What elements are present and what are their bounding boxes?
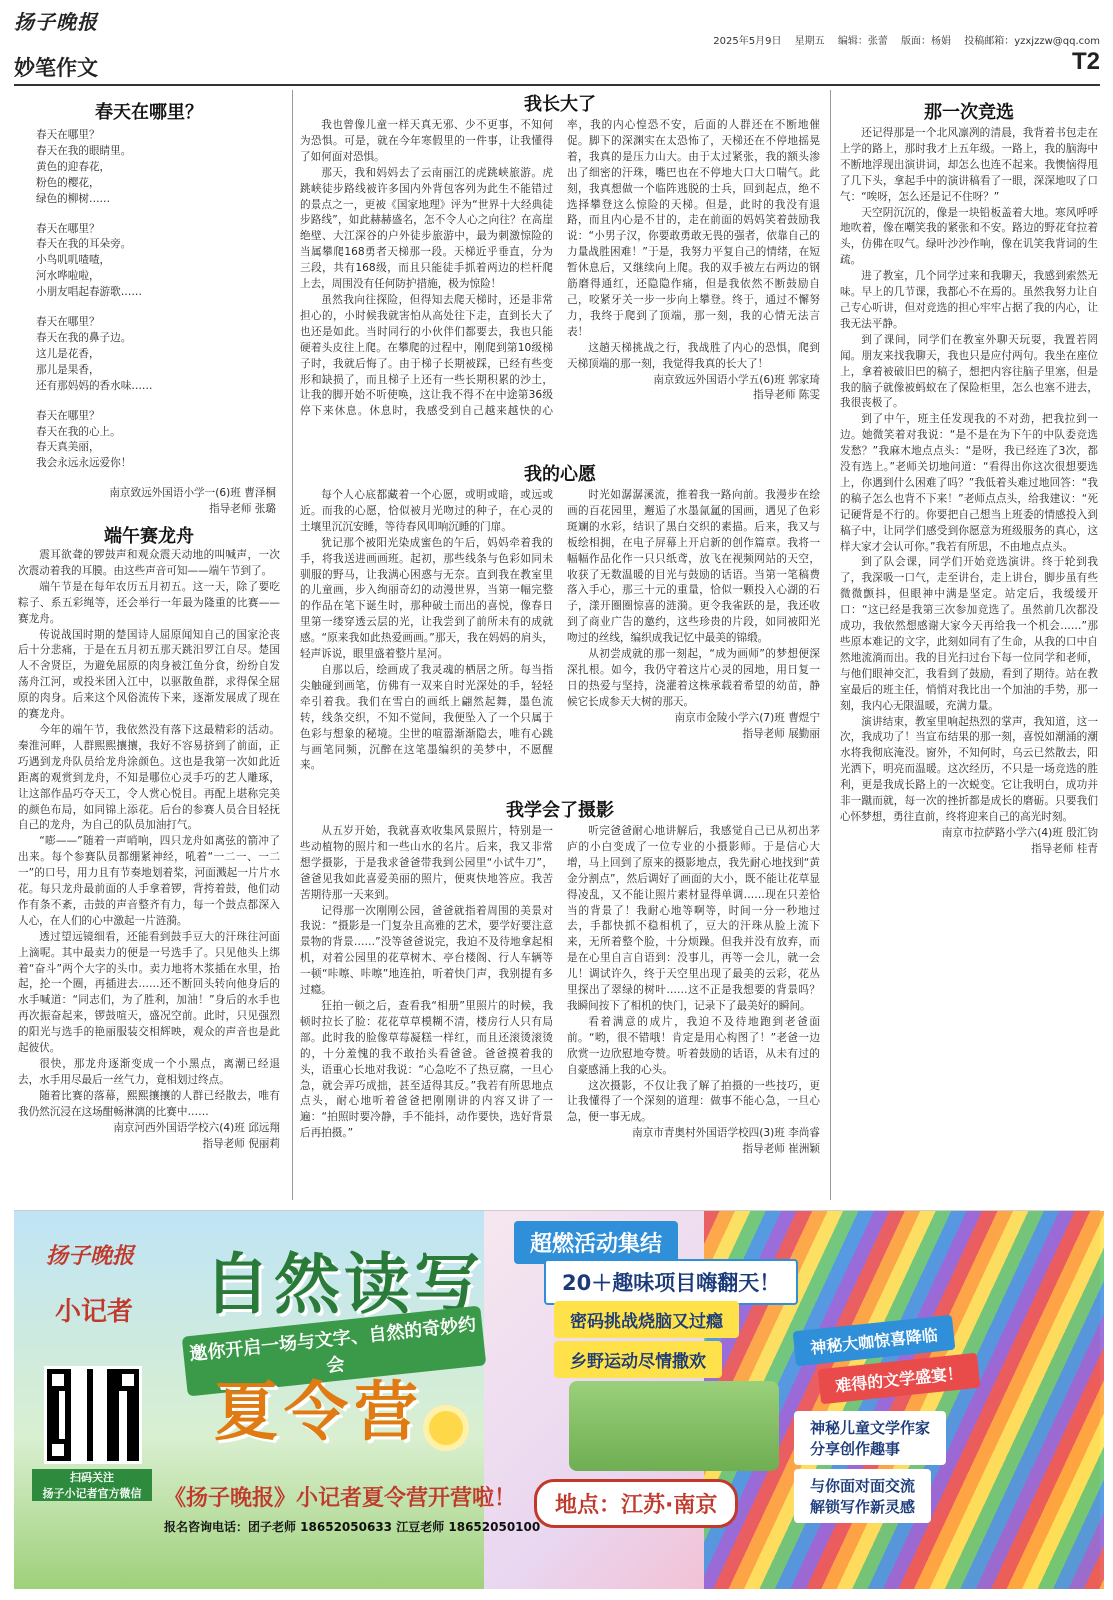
ad-banner: 超燃活动集结 [514,1221,678,1264]
paragraph: 这次摄影，不仅让我了解了拍摄的一些技巧，更让我懂得了一个深刻的道理：做事不能心急，一旦心急，便一事无成。 [567,1079,820,1124]
paragraph: 记得那一次刚刚公园，爸爸就指着周围的美景对我说：“摄影是一门复杂且高雅的艺术，要学好要注意景物的背景……”没等爸爸说完，我迫不及待地拿起相机，对着公园里的花草树木、亭台楼阁、行人车辆等一顿“咔嚓、咔嚓”地连拍，听着快门声，我别提有多过瘾。 [300,904,553,997]
paragraph: 传说战国时期的楚国诗人屈原闻知自己的国家沦丧后十分悲痛，于是在五月初五那天跳汨罗江自尽。楚国人不舍贤臣，为避免屈原的肉身被江鱼分食，纷纷自发荡舟江河，或投米团入江中，以驱散鱼群，求得保全屈原的肉身。后来这个风俗流传下来，逐渐发展成了现在的赛龙舟。 [18,628,280,721]
submission-email[interactable]: 投稿邮箱：yzxjzzw@qq.com [964,36,1100,47]
editor-credit: 编辑：张蕾 [837,36,888,47]
article-body [840,126,1098,826]
issue-date: 2025年5月9日 [713,36,782,47]
paragraph: 我也曾像儿童一样天真无邪、少不更事，不知何为恐惧。可是，就在今年寒假里的一件事，让我懂得了如何面对恐惧。 [300,119,553,163]
article-teacher: 指导老师 张璐 [209,503,276,516]
poem-line: 春天在哪里？ [36,409,100,422]
article-body [300,824,820,1158]
qr-caption: 扫码关注 [32,1469,152,1485]
poem-line: 春天在哪里？ [36,316,100,329]
article-author: 南京致远外国语小学一(6)班 曹泽桐 [109,487,276,500]
qr-finder [47,1439,69,1461]
article-teacher: 指导老师 桂青 [1031,842,1098,855]
ad-ribbon: 邀你开启一场与文字、自然的奇妙约会 [182,1305,487,1396]
qr-caption-sub: 扬子小记者官方微信 [32,1485,152,1501]
article-teacher: 指导老师 倪丽莉 [202,1137,280,1150]
poem-line: 春天在我的鼻子边。 [36,331,132,344]
paragraph: 从初尝成就的那一刻起，“成为画师”的梦想便深深扎根。如今，我仍守着这片心灵的园地，用日复一日的热爱与坚持，浇灌着这株承载着希望的幼苗，静候它长成参天大树的那天。 [567,648,820,708]
paragraph: 震耳欲聋的锣鼓声和观众震天动地的叫喊声，一次次震动着我的耳膜。由这些声音可知——端午节到了。 [18,549,280,577]
poem-line: 春天在我的心上。 [36,425,121,438]
ad-contact[interactable]: 报名咨询电话：团子老师 18652050633 江豆老师 18652050100 [164,1520,541,1534]
paragraph: 到了课间，同学们在教室外聊天玩耍，我置若罔闻。朋友来找我聊天，我也只是应付两句。我坐在座位上，拿着被破旧巴的稿子，想把内容往脑子里塞，但是我的脑子就像被蚂蚁在了保险柜里，怎么也塞不进去，我很丧极了。 [840,333,1098,410]
paragraph: 今年的端午节，我依然没有落下这最精彩的活动。秦淮河畔，人群熙熙攘攘，我好不容易挤到了前面，正巧遇到龙舟队员给龙舟涂颜色。这也是我第一次如此近距离的观赏到龙舟，不知是哪位心灵手巧的艺人雕琢，让这部作品巧夺天工，令人赏心悦目。再配上堪称完美的颜色布局，如同锦上添花。后台的参赛人员合目轻抚自己的龙舟，为自己的队员加油打气。 [18,723,280,832]
poem-line: 黄色的迎春花， [36,160,111,173]
article-author: 南京市金陵小学六(7)班 曹煜宁 [674,711,820,724]
newspaper-logo: 扬子晚报 [14,10,98,34]
paragraph: 那天，我和妈妈去了云南丽江的虎跳峡旅游。虎跳峡徒步路线被许多国内外背包客列为此生不能错过的景点之一，更被《国家地理》评为“世界十大经典徒步路线”，如此赫赫盛名，怎不令人心之向往？在高崖绝壁、大江深谷的户外徒步旅游中，最为刺激惊险的当属攀爬168勇者天梯那一段。天梯近乎垂直，分为三段，共有168级，而且只能徒手抓着两边的栏杆爬上去，周围没有任何防护措施，极为惊险！ [300,166,553,291]
header-rule [14,84,1100,86]
article-heart [300,488,820,788]
issue-weekday: 星期五 [794,36,825,47]
paragraph: 每个人心底都藏着一个心愿，或明或暗，或远或近。而我的心愿，恰似被月光吻过的种子，在心灵的土壤里沉沉安睡，等待春风叩响沉睡的门扉。 [300,489,553,533]
ad-logo-sub: 小记者 [54,1297,133,1327]
ad-headline-2: 夏令营 [214,1376,424,1450]
poem-line: 春天在我的耳朵旁。 [36,238,132,251]
paragraph: 狂拍一顿之后，查看我“相册”里照片的时候，我顿时拉长了脸：花花草草模糊不清，楼房行人只有局部。此时我的脸像草莓凝糕一样红，而且还滚烫滚烫的，十分羞愧的我不敢抬头看爸爸。爸爸摸着我的头，语重心长地对我说：“心急吃不了热豆腐，一旦心急，就会弄巧成拙，甚至适得其反。”我若有所思地点点头，耐心地听着爸爸把刚刚讲的内容又讲了一遍：“拍照时要冷静，手不能抖，动作要快，选好背景后再拍摄。” [300,999,553,1140]
stanza-gap [36,301,276,315]
ad-banner-line: 与你面对面交流 [810,1477,916,1495]
ad-banner [794,1469,931,1523]
paragraph: 很快，那龙舟逐渐变成一个小黑点，离潮已经退去，水手用尽最后一丝气力，竟相划过终点。 [18,1058,280,1086]
paragraph: 到了队会课，同学们开始竞选演讲。终于轮到我了，我深吸一口气，走至讲台，走上讲台，脚步虽有些微微颤抖，但眼神中满是坚定。站定后，我缓缓开口：“这已经是我第三次参加竞选了。虽然前几次都没成功，我依然想感谢大家今天再给我一个机会……”那些原本难记的文字，此刻如同有了生命，从我的口中自然地流淌而出。我的目光扫过台下每一位同学和老师，与他们眼神交汇，我看到了鼓励，看到了期待。站在教室最后的班主任，悄悄对我比出一个加油的手势，那一刻，我内心无限温暖，充满力量。 [840,556,1098,712]
article-title-spring: 春天在哪里？ [95,102,203,123]
section-title: 妙笔作文 [14,55,98,80]
poem-line: 春天在哪里？ [36,129,100,141]
article-spring [36,128,276,516]
layout-credit: 版面：杨娟 [901,36,952,47]
stanza-gap [36,208,276,222]
article-teacher: 指导老师 陈雯 [753,389,820,402]
article-author: 南京河西外国语学校六(4)班 邱远翔 [113,1121,280,1134]
paragraph: 看着满意的成片，我迫不及待地跑到老爸面前。“哟，很不错哦！肯定是用心构图了！”老爸一边欣赏一边欣慰地夸赞。听着鼓励的话语，从未有过的自豪感涌上我的心头。 [567,1015,820,1076]
paragraph: 到了中午，班主任发现我的不对劲，把我拉到一边。她微笑着对我说：“是不是在为下午的中队委竞选发愁？”我麻木地点点头：“是呀，我已经连了3次，都没有选上。”老师关切地问道：“看得出你这次很想要选上，你遇到什么困难了吗？”我低着头难过地回答：“我的稿子怎么也背不下来！”老师点点头，给我建议：“死记硬背是不行的。你要把自己想当上班委的情感投入到稿子中，让同学们感受到你愿意为班级服务的真心，这样大家才会认可你。”我若有所思，不由地点点头。 [840,413,1098,553]
poem-line: 小鸟叽叽喳喳， [36,254,111,267]
poem-line: 河水哗啦啦， [36,270,100,283]
article-dragon [18,548,280,1200]
paragraph: 从五岁开始，我就喜欢收集风景照片，特别是一些动植物的照片和一些山水的名片。后来，我又非常想学摄影，于是我求爸爸带我到公园里“小试牛刀”，爸爸见我如此喜爱美丽的照片，便爽快地答应。我苦苦期待那一天来到。 [300,825,553,901]
paragraph: 犹记那个被阳光染成蜜色的午后，妈妈牵着我的手，将我送进画画班。起初，那些线条与色彩如同未驯服的野马，让我满心困惑与无奈。直到我在教室里的儿童画，步入绚丽奇幻的动漫世界，当第一幅完整的作品在笔下诞生时，那种破土而出的喜悦，像春日里第一缕穿透云层的光，让我尝到了前所未有的成就感。“原来我如此热爱画画。”那天，我在妈妈的肩头，轻声诉说，眼里盛着整片星河。 [300,536,553,661]
article-title-contest: 那一次竞选 [924,102,1014,123]
paragraph: 天空阴沉沉的，像是一块铅板盖着大地。寒风呼呼地吹着，像在嘲笑我的紧张和不安。路边的野花耷拉着头，仿佛在叹气。绿叶沙沙作响，像在讥笑我背词的生疏。 [840,206,1098,267]
ad-banner-line: 解锁写作新灵感 [810,1498,916,1516]
paragraph: 自那以后，绘画成了我灵魂的栖居之所。每当指尖触碰到画笔，仿佛有一双来自时光深处的手，轻轻牵引着我。我们在雪白的画纸上翩然起舞，墨色流转，线条交织，不知不觉间，我便坠入了一个只属于色彩与想象的秘境。尘世的喧嚣渐渐隐去，唯有心跳与画笔同频，沉醉在这笔墨编织的美梦中，不愿醒来。 [300,663,553,772]
column-divider [830,90,831,1200]
poem-line: 春天真美丽， [36,441,100,454]
ad-banner-line: 分享创作趣事 [810,1440,901,1458]
poem-line: 我会永远永远爱你！ [36,457,132,470]
ad-title: 《扬子晚报》小记者夏令营开营啦！ [164,1486,517,1511]
article-title-photo: 我学会了摄影 [506,800,614,821]
ad-banner [794,1411,946,1465]
issue-meta [703,32,1100,47]
article-title-grownup: 我长大了 [524,94,596,115]
article-author: 南京市拉萨路小学六(4)班 殷汇钧 [941,826,1098,839]
poem-line: 粉色的樱花， [36,176,100,189]
poem-line: 这儿是花香， [36,347,100,360]
article-author: 南京致远外国语小学五(6)班 郭家琦 [653,373,820,386]
paragraph: 这趟天梯挑战之行，我战胜了内心的恐惧，爬到天梯顶端的那一刻，我觉得我真的长大了！ [567,341,820,370]
paragraph: 虽然我向往探险，但得知去爬天梯时，还是非常担心的，小时候我就害怕从高处往下走，直到长大了也还是如此。当时同行的小伙伴们都要去，我也只能硬着头皮往上爬。在攀爬的过程中，刚爬到第10级梯子时，我就后悔了。由于梯子长期被踩，已经有些变形和缺损了，而且梯子上还有一些长期积累的沙土，让我的脚开始不听使唤，这让我不得不在中途第36级停下来休息。休息时，我感受到自己越来越快的心率，我的内心惶恐不安，后面的人群还在不断地催促。脚下的深渊实在太恐怖了，天梯还在不停地摇晃着，我真的是压力山大。由于太过紧张，我的额头渗出了细密的汗珠，嘴巴也在不停地大口大口喘气。此刻，我真想做一个临阵逃脱的士兵，回到起点，绝不选择攀登这么惊险的天梯。但是，此时的我没有退路，而且内心是不甘的，走在前面的妈妈笑着鼓励我说：“小男子汉，你要敢勇敢无畏的强者，依靠自己的力量战胜困难！”于是，我努力平复自己的情绪，在短暂休息后，又继续向上爬。我的双手被左右两边的钢筋磨得通红，还隐隐作痛，但是我依然不断鼓励自己，咬紧牙关一步一步向上攀登。终于，通过不懈努力，我终于爬到了顶端，那一刻，我的心情无法言表！ [300,119,820,418]
paragraph: 随着比赛的落幕，熙熙攘攘的人群已经散去，唯有我仍然沉浸在这场酣畅淋漓的比赛中…… [18,1089,280,1118]
poem-line: 还有那妈妈的香水味…… [36,379,153,392]
article-body [18,548,280,1121]
paragraph: 时光如潺潺溪流，推着我一路向前。我漫步在绘画的百花园里，邂逅了水墨氤氲的国画，遇见了色彩斑斓的水彩，结识了黑白交织的素描。后来，我又与板绘相拥，在电子屏幕上开启新的创作篇章。我将一幅幅作品化作一只只纸鸢，放飞在视频网站的天空，收获了无数温暖的目光与鼓励的话语。当第一笔稿费落入手心，那三十元的重量，恰似一颗投入心湖的石子，漾开圈圈惊喜的涟漪。更令我雀跃的是，我还收到了商业广告的邀约，这些珍贵的片段，如同被阳光吻过的丝线，编织成我记忆中最美的锦缎。 [567,489,820,645]
paragraph: 端午节是在每年农历五月初五。这一天，除了要吃粽子、系五彩绳等，还会举行一年最为隆重的比赛——赛龙舟。 [18,580,280,625]
poem-line: 春天在我的眼睛里。 [36,144,132,157]
paragraph: 演讲结束，教室里响起热烈的掌声，我知道，这一次，我成功了！当宣布结果的那一刻，喜悦如潮涌的潮水将我彻底淹没。窗外，不知何时，乌云已然散去，阳光洒下，明亮而温暖。这次经历，不只是一场竞选的胜利，更是我成长路上的一次蜕变。它让我明白，成功并非一蹴而就，每一次的挫折都是成长的磨砺。只要我们心怀梦想，勇往直前，终将迎来自己的高光时刻。 [840,715,1098,823]
ad-banner: 难得的文学盛宴！ [818,1353,981,1405]
ad-logo: 扬子晚报 [45,1243,134,1269]
ad-banner: 乡野运动尽情撒欢 [554,1341,722,1378]
article-teacher: 指导老师 展勤丽 [742,727,820,740]
ad-banner: 密码挑战烧脑又过瘾 [554,1301,739,1338]
qr-finder [117,1369,139,1391]
article-contest [840,126,1098,1200]
stanza-gap [36,472,276,486]
poem-line: 小朋友唱起春游歌…… [36,286,142,299]
poem-line: 那儿是果香， [36,363,100,376]
column-divider [292,90,293,1200]
kids-photo [569,1381,779,1471]
poem-line: 绿色的柳树…… [36,192,111,205]
paragraph: “嘭——”随着一声哨响，四只龙舟如离弦的箭冲了出来。每个参赛队员都绷紧神经，吼着“一二一、一二一”的口号，用力且有节奏地划着桨，河面溅起一片片水花。每只龙舟最前面的人手拿着锣，背挎着鼓，他们动作有条不紊，击鼓的声音整齐有力，每一个鼓点都深入人心，在人们的心中激起一片涟漪。 [18,835,280,927]
qr-finder [47,1369,69,1391]
flower-icon [429,1411,463,1445]
article-photo [300,824,820,1200]
stanza-gap [36,395,276,409]
article-title-heart: 我的心愿 [524,464,596,485]
ad-headline-1: 自然读写 [204,1246,484,1323]
paragraph: 还记得那是一个北风凛冽的清晨，我背着书包走在上学的路上，那时我才上五年级。一路上，我的脑海中不断地浮现出演讲词，却怎么也连不起来。我懊恼得甩了几下头，拿起手中的演讲稿看了一眼，深深地叹了口气：“唉呀，怎么还是记不住呀？” [840,127,1098,203]
masthead [14,6,1100,84]
ad-banner-line: 神秘儿童文学作家 [810,1419,931,1437]
ad-banner: 神秘大咖惊喜降临 [793,1315,956,1367]
article-author: 南京市青奥村外国语学校四(3)班 李尚睿 [632,1127,820,1140]
paragraph: 进了教室，几个同学过来和我聊天，我感到索然无味。早上的几节课，我都心不在焉的。虽然我努力让自己专心听讲，但对竞选的担心牢牢占据了我的内心，让我无法平静。 [840,270,1098,330]
ad-banner: 20＋趣味项目嗨翻天！ [544,1259,798,1305]
location-badge: 地点：江苏·南京 [534,1479,738,1528]
qr-code-icon[interactable] [44,1366,142,1464]
article-teacher: 指导老师 崔洲颖 [742,1143,820,1156]
article-title-dragon: 端午赛龙舟 [104,526,194,547]
summer-camp-ad[interactable] [14,1210,1100,1589]
poem-line: 春天在哪里？ [36,222,100,235]
paragraph: 听完爸爸耐心地讲解后，我感觉自己已从初出茅庐的小白变成了一位专业的小摄影师。于是信心大增，马上回到了原来的摄影地点，我先耐心地找到“黄金分割点”，然后调好了画面的大小，既不能让花草显得凌乱，又不能让照片素材显得单调……现在只差恰当的背景了！我耐心地等啊等，时间一分一秒地过去，手都快抓不稳相机了，豆大的汗珠从脸上流下来，无所着整个脸，十分烦躁。但我并没有放弃，而是在心里自言自语到：没事儿，再等一会儿，就一会儿！调试许久，终于天空里出现了最美的云彩，花丛里探出了翠绿的树叶……这不正是我想要的背景吗？我瞬间按下了相机的快门，记录下了最美好的瞬间。 [567,825,820,1012]
page-number: T2 [1071,48,1100,75]
paragraph: 透过望远镜细看，还能看到鼓手豆大的汗珠往河面上滴呢。其中最卖力的便是一号选手了。只见他头上绑着“奋斗”两个大字的头巾。卖力地将木浆插在水里，抬起，抡一个圈，再插进去……还不断回头转向他身后的水手喊道：“同志们，为了胜利，加油！”身后的水手也再次振奋起来，锣鼓喧天，盛况空前。此时，只见强烈的阳光与选手的艳丽服装交相辉映，观众的声音也是此起彼伏。 [18,930,280,1055]
article-grownup [300,118,820,450]
poem-body [36,128,276,486]
